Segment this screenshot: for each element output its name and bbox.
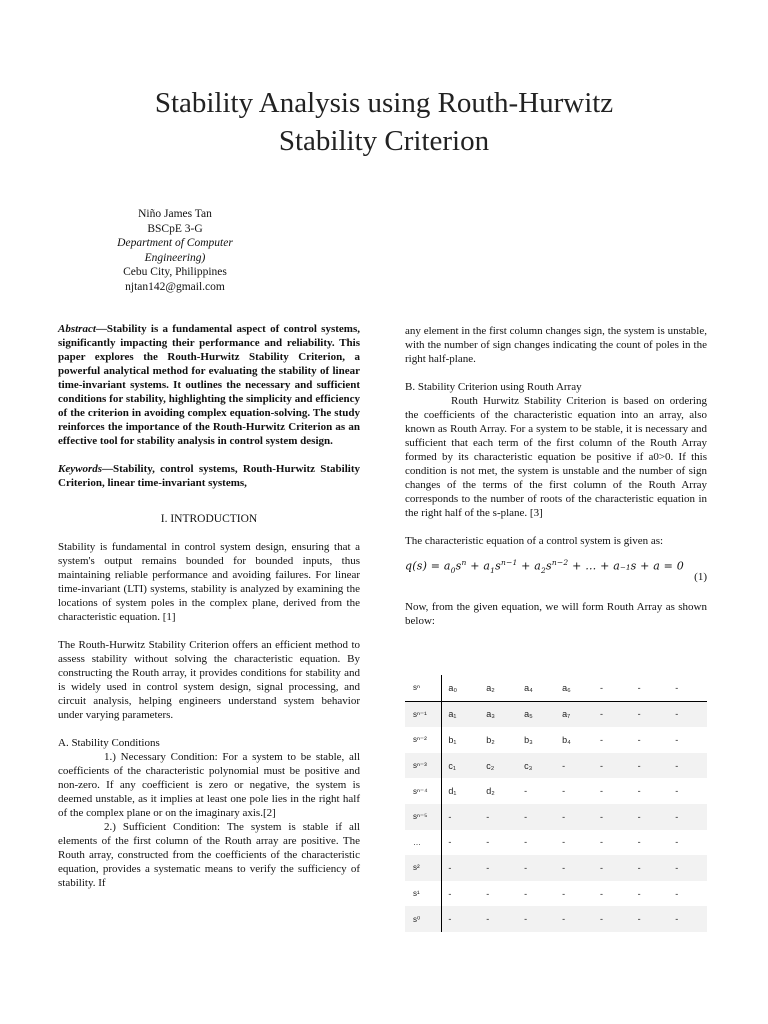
- routh-row-label: …: [405, 830, 442, 856]
- routh-cell: -: [524, 888, 528, 899]
- right-column: [405, 324, 707, 628]
- equation-expression: $q(s) = a_0s^n + a_1s^{n-1} + a_2s^{n-2}$ + … + a⁢₋₁s + a⁢ = 0: [405, 558, 684, 575]
- routh-cell: -: [562, 888, 566, 899]
- routh-cell: -: [637, 888, 641, 899]
- routh-cell: -: [556, 855, 594, 881]
- routh-row-label: sⁿ⁻²: [405, 727, 442, 753]
- routh-row-label: s⁰: [405, 906, 442, 932]
- routh-cell: -: [637, 837, 641, 848]
- routh-cell: b₃: [524, 734, 533, 745]
- routh-cell: -: [669, 753, 707, 779]
- routh-cell: -: [594, 675, 632, 701]
- routh-cell: a₀: [442, 675, 480, 701]
- intro-heading: I. INTRODUCTION: [160, 513, 258, 525]
- keywords-dash: —: [102, 463, 113, 475]
- routh-cell: -: [594, 804, 632, 830]
- continued-paragraph: any element in the first column changes sign, the system is unstable, with the number of sign changes indicating the count of poles in the right half-plane.: [405, 325, 707, 365]
- routh-cell: -: [632, 675, 670, 701]
- characteristic-eq-intro: The characteristic equation of a control system is given as:: [405, 535, 664, 547]
- routh-cell: -: [675, 734, 679, 745]
- routh-cell: -: [524, 837, 528, 848]
- section-b-text: Routh Hurwitz Stability Criterion is based on ordering the coefficients of the characteristic equation into an array, also known as Routh Array. For a system to be stable, it is necessary and sufficient that each term of the first column of the Routh Array formed by its characteristic equation be positive if a0>0. If this condition is not met, the system is unstable and the number of sign changes of the terms of the first column of the Routh Array corresponds to the number of roots of the characteristic equation in the right half of the s-plane. [3]: [405, 395, 707, 519]
- sufficient-condition: 2.) Sufficient Condition: The system is stable if all elements of the first column of the Routh array are positive. The Routh array, constructed from the coefficients of the characteristic equation, provides a systematic means to verify the sufficiency of stability. If: [58, 821, 360, 889]
- routh-cell: -: [480, 855, 518, 881]
- title-line-1: Stability Analysis using Routh-Hurwitz: [154, 87, 614, 119]
- routh-cell: -: [632, 701, 670, 727]
- routh-row: [405, 830, 707, 856]
- routh-cell: -: [518, 804, 556, 830]
- routh-cell: -: [594, 906, 632, 932]
- routh-cell: -: [632, 906, 670, 932]
- routh-cell: b₄: [562, 734, 571, 745]
- routh-cell: -: [594, 701, 632, 727]
- routh-row-label: sⁿ⁻⁵: [405, 804, 442, 830]
- routh-cell: d₂: [486, 786, 495, 797]
- routh-cell: -: [486, 837, 490, 848]
- routh-cell: d₁: [448, 786, 457, 797]
- routh-cell: -: [637, 734, 641, 745]
- abstract-label: Abstract: [58, 323, 96, 335]
- routh-cell: a₇: [556, 701, 594, 727]
- routh-cell: -: [594, 753, 632, 779]
- keywords: [58, 462, 360, 490]
- routh-cell: -: [675, 888, 679, 899]
- author-block: [100, 207, 250, 295]
- keywords-label: Keywords: [58, 463, 102, 475]
- routh-cell: b₂: [486, 734, 495, 745]
- abstract-text: Stability is a fundamental aspect of control systems, significantly impacting their performance and reliability. This paper explores the Routh-Hurwitz Stability Criterion, a powerful analytical method for evaluating the stability of linear time-invariant systems. It outlines the necessary and sufficient conditions for stability, highlighting the simplicity and efficiency of the criterion in avoiding complex equation-solving. The study reinforces the importance of the Routh-Hurwitz Criterion as an effective tool for stability analysis in control system design.: [58, 323, 360, 447]
- routh-cell: -: [632, 753, 670, 779]
- routh-row: [405, 727, 707, 753]
- routh-cell: c₁: [442, 753, 480, 779]
- routh-array-table: [405, 675, 707, 932]
- section-b-heading: B. Stability Criterion using Routh Array: [405, 381, 582, 393]
- section-a-heading: A. Stability Conditions: [58, 737, 160, 749]
- routh-row-label: sⁿ: [405, 675, 442, 701]
- author-dept-line-2: Engineering): [144, 251, 206, 264]
- routh-cell: -: [599, 888, 603, 899]
- routh-cell: -: [480, 804, 518, 830]
- routh-cell: -: [669, 675, 707, 701]
- routh-row: [405, 855, 707, 881]
- routh-cell: -: [637, 786, 641, 797]
- routh-cell: c₃: [518, 753, 556, 779]
- equation-number: (1): [694, 571, 707, 583]
- routh-cell: -: [486, 888, 490, 899]
- routh-cell: a₁: [442, 701, 480, 727]
- left-column: [58, 322, 360, 890]
- routh-cell: -: [675, 837, 679, 848]
- keywords-text: Stability, control systems, Routh-Hurwitz Stability Criterion, linear time-invariant systems,: [58, 463, 360, 489]
- routh-cell: -: [518, 906, 556, 932]
- routh-cell: -: [562, 786, 566, 797]
- author-program: BSCpE 3-G: [147, 222, 203, 235]
- routh-row-label: s¹: [405, 881, 442, 907]
- routh-cell: -: [669, 906, 707, 932]
- title-line-2: Stability Criterion: [278, 125, 490, 157]
- routh-cell: -: [632, 804, 670, 830]
- routh-cell: -: [556, 906, 594, 932]
- routh-row: [405, 701, 707, 727]
- routh-cell: b₁: [448, 734, 457, 745]
- routh-cell: a₃: [480, 701, 518, 727]
- routh-row-label: sⁿ⁻⁴: [405, 778, 442, 804]
- routh-cell: -: [669, 804, 707, 830]
- routh-cell: -: [669, 855, 707, 881]
- routh-row-label: sⁿ⁻³: [405, 753, 442, 779]
- routh-cell: -: [556, 804, 594, 830]
- author-location: Cebu City, Philippines: [123, 266, 227, 279]
- routh-row: [405, 675, 707, 701]
- routh-cell: -: [599, 837, 603, 848]
- characteristic-equation: [405, 556, 707, 586]
- intro-paragraph-2: The Routh-Hurwitz Stability Criterion offers an efficient method to assess stability without solving the characteristic equation. By constructing the Routh array, it provides conditions for stability and is widely used in control system design, signal processing, and circuit analysis, helping engineers understand system behavior under varying parameters.: [58, 639, 360, 721]
- routh-cell: -: [632, 855, 670, 881]
- routh-cell: a₅: [518, 701, 556, 727]
- routh-cell: a₆: [556, 675, 594, 701]
- routh-row: [405, 906, 707, 932]
- abstract-dash: —: [95, 323, 107, 335]
- routh-cell: -: [594, 855, 632, 881]
- routh-cell: -: [442, 855, 480, 881]
- routh-row: [405, 753, 707, 779]
- intro-paragraph-1: Stability is fundamental in control system design, ensuring that a system's output remains bounded for bounded inputs, thus maintaining reliable performance and avoiding failures. For linear time-invariant (LTI) systems, stability is analyzed by examining the locations of system poles in the complex plane, derived from the characteristic equation. [1]: [58, 541, 360, 623]
- routh-row: [405, 778, 707, 804]
- routh-cell: -: [442, 906, 480, 932]
- routh-cell: -: [669, 701, 707, 727]
- routh-cell: -: [448, 888, 452, 899]
- routh-row: [405, 804, 707, 830]
- routh-row-label: s²: [405, 855, 442, 881]
- paper-title: [60, 84, 708, 160]
- routh-array-intro: Now, from the given equation, we will form Routh Array as shown below:: [405, 601, 707, 627]
- routh-cell: -: [448, 837, 452, 848]
- routh-row: [405, 881, 707, 907]
- author-name: Niño James Tan: [138, 208, 212, 220]
- routh-cell: -: [442, 804, 480, 830]
- routh-cell: -: [675, 786, 679, 797]
- necessary-condition: 1.) Necessary Condition: For a system to be stable, all coefficients of the characteristic polynomial must be positive and non-zero. If any coefficient is zero or negative, the system is deemed unstable, as it implies at least one pole lies in the right half of the complex plane or on the imaginary axis.[2]: [58, 751, 360, 819]
- author-dept-line-1: Department of Computer: [117, 237, 233, 250]
- routh-cell: -: [556, 753, 594, 779]
- routh-cell: a₂: [480, 675, 518, 701]
- routh-cell: c₂: [480, 753, 518, 779]
- author-email: njtan142@gmail.com: [125, 280, 225, 293]
- routh-cell: -: [518, 855, 556, 881]
- routh-cell: -: [524, 786, 528, 797]
- routh-cell: -: [599, 786, 603, 797]
- routh-row-label: sⁿ⁻¹: [405, 701, 442, 727]
- abstract: [58, 322, 360, 448]
- routh-cell: -: [480, 906, 518, 932]
- routh-cell: -: [562, 837, 566, 848]
- routh-cell: -: [599, 734, 603, 745]
- routh-cell: a₄: [518, 675, 556, 701]
